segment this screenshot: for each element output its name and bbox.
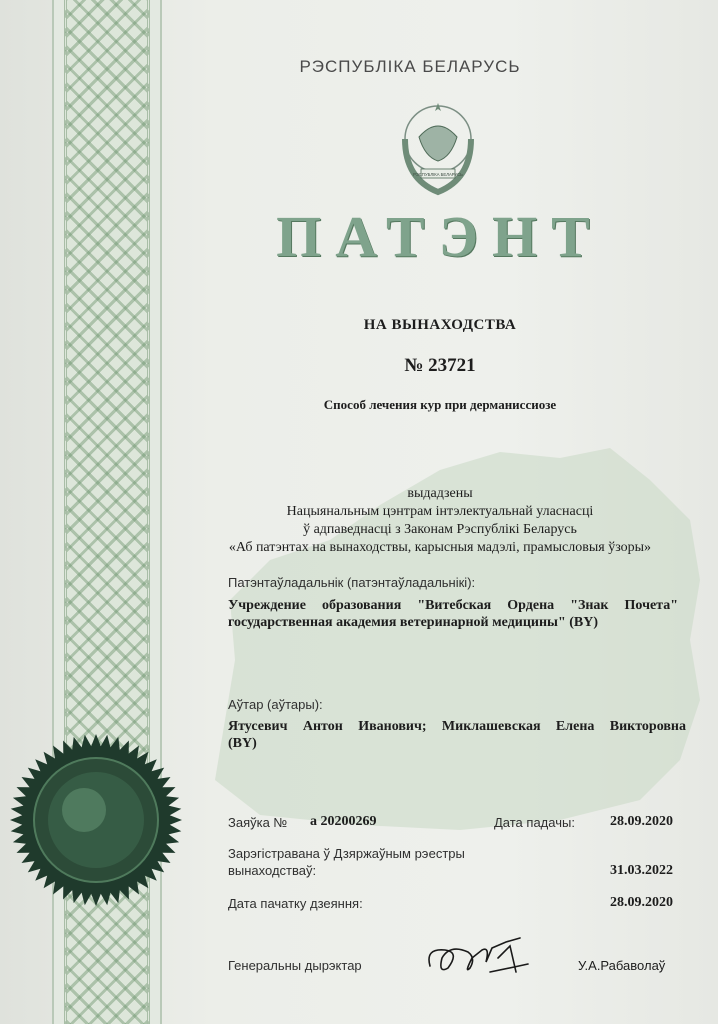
author-label: Аўтар (аўтары): [228,697,323,712]
document-title: ПАТЭНТ [276,204,604,269]
issued-line-3: ў адпаведнасці з Законам Рэспублікі Беларусь [303,522,577,537]
registration-label-line-1: Зарэгістравана ў Дзяржаўным рэестры [228,846,465,861]
director-signature [420,928,535,983]
validity-start-label: Дата пачатку дзеяння: [228,896,363,911]
registration-label-line-2: вынаходстваў: [228,863,317,878]
issued-line-1: выдадзены [407,486,473,501]
director-position: Генеральны дырэктар [228,958,362,973]
holder-name: Учреждение образования "Витебская Ордена "Знак Почета" государственная академия ветеринарной медицины" (BY) [228,598,678,630]
validity-start-date: 28.09.2020 [610,895,673,910]
issued-line-4: «Аб патэнтах на вынаходствы, карысныя мадэлі, прамысловыя ўзоры» [228,540,652,555]
republic-heading: РЭСПУБЛІКА БЕЛАРУСЬ [299,57,521,76]
holographic-seal-icon [6,730,186,910]
author-name: Ятусевич Антон Иванович; Миклашевская Елена Викторовна (BY) [228,719,686,751]
application-label: Заяўка № [228,815,288,830]
filing-date-label: Дата падачы: [494,815,575,830]
application-number: а 20200269 [310,814,377,829]
invention-name: Способ лечения кур при дерманиссиозе [323,397,557,412]
patent-number: № 23721 [404,355,476,376]
issued-by-block [205,485,675,557]
director-name: У.А.Рабаволаў [578,958,666,973]
holder-label: Патэнтаўладальнік (патэнтаўладальнікі): [228,575,476,590]
document-subtitle: НА ВЫНАХОДСТВА [363,317,517,333]
state-emblem-icon [391,97,485,197]
registration-date: 31.03.2022 [610,863,673,878]
issued-line-2: Нацыянальным цэнтрам інтэлектуальнай уласнасці [286,504,594,519]
filing-date: 28.09.2020 [610,814,673,829]
registration-label [228,845,465,879]
emblem-ribbon-text: РЭСПУБЛІКА БЕЛАРУСЬ [413,172,463,177]
